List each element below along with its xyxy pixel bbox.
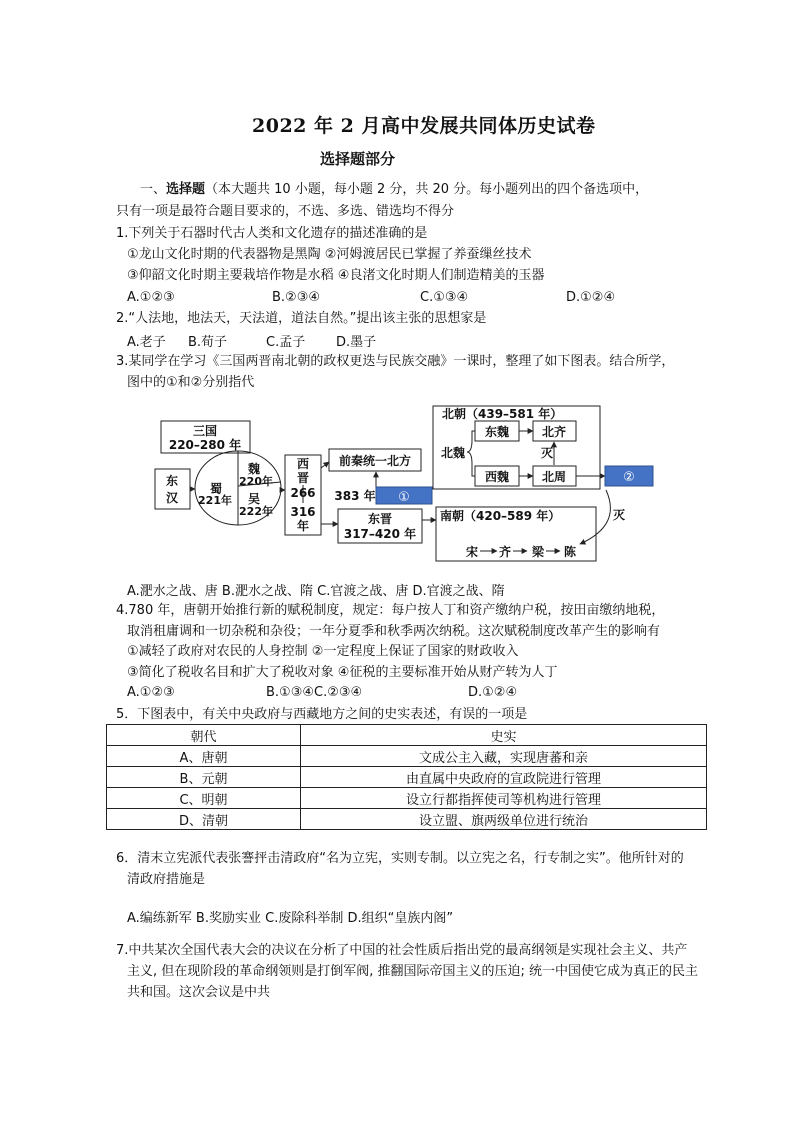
- q4-statement-2: ③简化了税收名目和扩大了税收对象 ④征税的主要标准开始从财产转为人丁: [127, 665, 558, 680]
- table-cell-fact: 设立盟、旗两级单位进行统治: [301, 809, 707, 830]
- q1-option-a: A.①②③: [127, 290, 175, 305]
- instruction-rest: （本大题共 10 小题，每小题 2 分，共 20 分。每小题列出的四个备选项中，: [205, 182, 649, 197]
- label-dongjin-years: 317–420 年: [343, 527, 417, 541]
- label-wu-year: 222年: [239, 505, 273, 518]
- q1-stem: 1.下列关于石器时代古人类和文化遗存的描述准确的是: [116, 226, 428, 241]
- label-mie-2: 灭: [612, 508, 626, 522]
- label-beizhou: 北周: [541, 470, 567, 484]
- label-shu: 蜀: [209, 482, 223, 496]
- table-cell-fact: 文成公主入藏，实现唐蕃和亲: [301, 746, 707, 767]
- label-xijin-1: 西: [296, 457, 310, 471]
- q1-statement-2: ③仰韶文化时期主要栽培作物是水稻 ④良渚文化时期人们制造精美的玉器: [127, 268, 545, 283]
- label-beiwei: 北魏: [440, 446, 466, 460]
- q2-option-b: B.荀子: [188, 335, 228, 350]
- label-wu: 吴: [247, 492, 261, 506]
- table-cell-dynasty: A、唐朝: [107, 746, 301, 767]
- table-row: [107, 767, 707, 788]
- q3-options: A.淝水之战、唐 B.淝水之战、隋 C.官渡之战、唐 D.官渡之战、隋: [127, 584, 505, 599]
- section-heading: 选择题部分: [320, 150, 396, 168]
- table-cell-fact: 设立行都指挥使司等机构进行管理: [301, 788, 707, 809]
- q7-line-1: 7.中共某次全国代表大会的决议在分析了中国的社会性质后指出党的最高纲领是实现社会主义、共产: [116, 943, 688, 958]
- label-wei: 魏: [247, 462, 261, 476]
- q4-option-a: A.①②③: [127, 685, 175, 700]
- label-xiwei: 西魏: [484, 470, 510, 484]
- label-donghan-1: 东: [165, 474, 179, 488]
- label-sanguo: 三国: [192, 424, 218, 438]
- label-xijin-start: 266: [290, 486, 316, 500]
- label-qianqin: 前秦统一北方: [338, 454, 412, 468]
- table-row: [107, 809, 707, 830]
- q4-statement-1: ①减轻了政府对农民的人身控制 ②一定程度上保证了国家的财政收入: [127, 644, 519, 659]
- dynasty-diagram: [150, 404, 660, 568]
- label-circle-2: ②: [623, 470, 635, 485]
- instruction-label: 选择题: [166, 182, 206, 197]
- label-xijin-2: 晋: [296, 471, 310, 485]
- table-cell-fact: 由直属中央政府的宣政院进行管理: [301, 767, 707, 788]
- q6-stem-line-1: 6．清末立宪派代表张謇抨击清政府“名为立宪，实则专制。以立宪之名，行专制之实”。他所针对的: [116, 851, 684, 866]
- label-circle-1: ①: [398, 490, 410, 505]
- label-sanguo-years: 220–280 年: [168, 438, 242, 452]
- table-row: [107, 788, 707, 809]
- q1-option-c: C.①③④: [420, 290, 469, 305]
- table-header-fact: 史实: [301, 725, 707, 746]
- q7-line-2: 主义, 但在现阶段的革命纲领则是打倒军阀, 推翻国际帝国主义的压迫; 统一中国使它成为真正的民主: [127, 964, 699, 979]
- label-xijin-end: 316: [290, 505, 316, 519]
- q2-stem: 2.“人法地，地法天，天法道，道法自然。”提出该主张的思想家是: [116, 311, 487, 326]
- label-donghan-2: 汉: [165, 491, 179, 505]
- q4-option-d: D.①②④: [468, 685, 518, 700]
- label-beichao: 北朝（439–581 年）: [442, 407, 563, 421]
- q7-line-3: 共和国。这次会议是中共: [127, 985, 271, 1000]
- table-header-row: [107, 725, 707, 746]
- label-383: 383 年: [334, 489, 376, 503]
- table-row: [107, 746, 707, 767]
- label-shu-year: 221年: [198, 494, 232, 507]
- q4-stem-line-2: 取消租庸调和一切杂税和杂役；一年分夏季和秋季两次纳税。这次赋税制度改革产生的影响有: [127, 624, 661, 639]
- label-nanchao: 南朝（420–589 年）: [440, 509, 561, 523]
- label-qi: 齐: [498, 545, 512, 559]
- instruction-line-2: 只有一项是最符合题目要求的，不选、多选、错选均不得分: [116, 204, 455, 219]
- q5-table: [106, 724, 707, 830]
- q5-stem: 5．下图表中，有关中央政府与西藏地方之间的史实表述，有误的一项是: [116, 707, 528, 722]
- label-wei-year: 220年: [239, 475, 273, 488]
- q4-option-bc: B.①③④C.②③④: [266, 685, 363, 700]
- table-cell-dynasty: D、清朝: [107, 809, 301, 830]
- q3-stem-line-1: 3.某同学在学习《三国两晋南北朝的政权更迭与民族交融》一课时，整理了如下图表。结合所学，: [116, 354, 675, 369]
- q3-stem-line-2: 图中的①和②分别指代: [127, 375, 255, 390]
- q1-option-d: D.①②④: [566, 290, 616, 305]
- q6-options: A.编练新军 B.奖励实业 C.废除科举制 D.组织“皇族内阁”: [127, 911, 454, 926]
- instruction-prefix: 一、: [140, 182, 167, 197]
- page-title: 2022 年 2 月高中发展共同体历史试卷: [252, 115, 596, 137]
- label-song: 宋: [465, 545, 479, 559]
- label-dongjin: 东晋: [367, 512, 393, 526]
- label-dongwei: 东魏: [484, 425, 510, 439]
- q1-option-b: B.②③④: [272, 290, 321, 305]
- label-xijin-nian: 年: [296, 519, 310, 533]
- label-beiqi: 北齐: [541, 425, 567, 439]
- table-cell-dynasty: C、明朝: [107, 788, 301, 809]
- q2-option-d: D.墨子: [336, 335, 377, 350]
- q2-option-a: A.老子: [127, 335, 166, 350]
- q2-option-c: C.孟子: [266, 335, 306, 350]
- instruction-line-1: [140, 181, 648, 199]
- q6-stem-line-2: 清政府措施是: [127, 872, 206, 887]
- table-header-dynasty: 朝代: [107, 725, 301, 746]
- label-chen: 陈: [563, 545, 577, 559]
- label-liang: 梁: [531, 545, 545, 559]
- q4-stem-line-1: 4.780 年，唐朝开始推行新的赋税制度，规定：每户按人丁和资产缴纳户税，按田亩缴纳地税，: [116, 603, 665, 618]
- table-cell-dynasty: B、元朝: [107, 767, 301, 788]
- q1-statement-1: ①龙山文化时期的代表器物是黑陶 ②河姆渡居民已掌握了养蚕缫丝技术: [127, 247, 532, 262]
- label-mie-1: 灭: [540, 446, 554, 460]
